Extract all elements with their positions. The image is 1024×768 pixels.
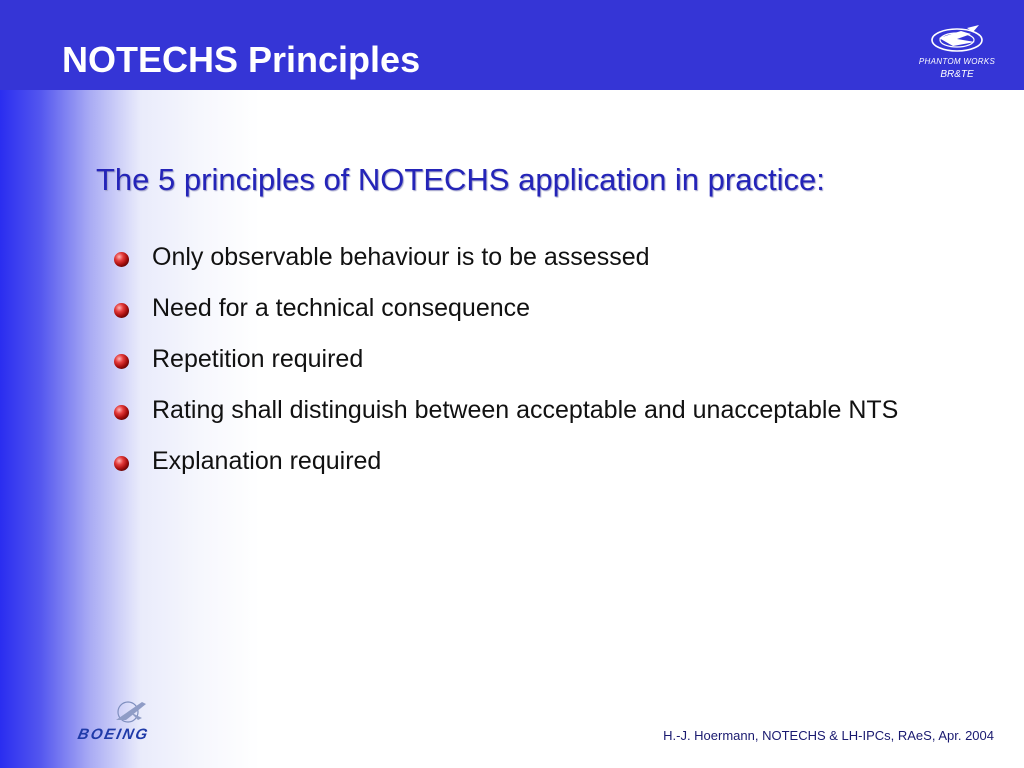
bullet-icon bbox=[114, 456, 129, 471]
logo-subtitle: BR&TE bbox=[940, 69, 974, 80]
bullet-icon bbox=[114, 405, 129, 420]
bullet-text: Repetition required bbox=[152, 345, 364, 373]
logo-text: PHANTOM WORKS bbox=[918, 57, 996, 66]
bullet-icon bbox=[114, 303, 129, 318]
slide-subtitle: The 5 principles of NOTECHS application in practice: bbox=[96, 162, 825, 197]
bullet-text: Only observable behaviour is to be assessed bbox=[152, 243, 650, 271]
bullet-icon bbox=[114, 354, 129, 369]
bullet-text: Rating shall distinguish between acceptable and unacceptable NTS bbox=[152, 396, 899, 424]
phantom-works-icon bbox=[927, 22, 987, 56]
bullet-text: Need for a technical consequence bbox=[152, 294, 531, 322]
boeing-icon bbox=[112, 696, 152, 726]
phantom-works-logo bbox=[912, 22, 1002, 88]
footer-citation: H.-J. Hoermann, NOTECHS & LH-IPCs, RAeS, Apr. 2004 bbox=[663, 728, 994, 743]
bullet-text: Explanation required bbox=[152, 447, 382, 475]
boeing-wordmark: BOEING bbox=[76, 726, 151, 743]
slide-title: NOTECHS Principles bbox=[62, 39, 421, 80]
bullet-icon bbox=[114, 252, 129, 267]
boeing-logo bbox=[78, 696, 190, 746]
